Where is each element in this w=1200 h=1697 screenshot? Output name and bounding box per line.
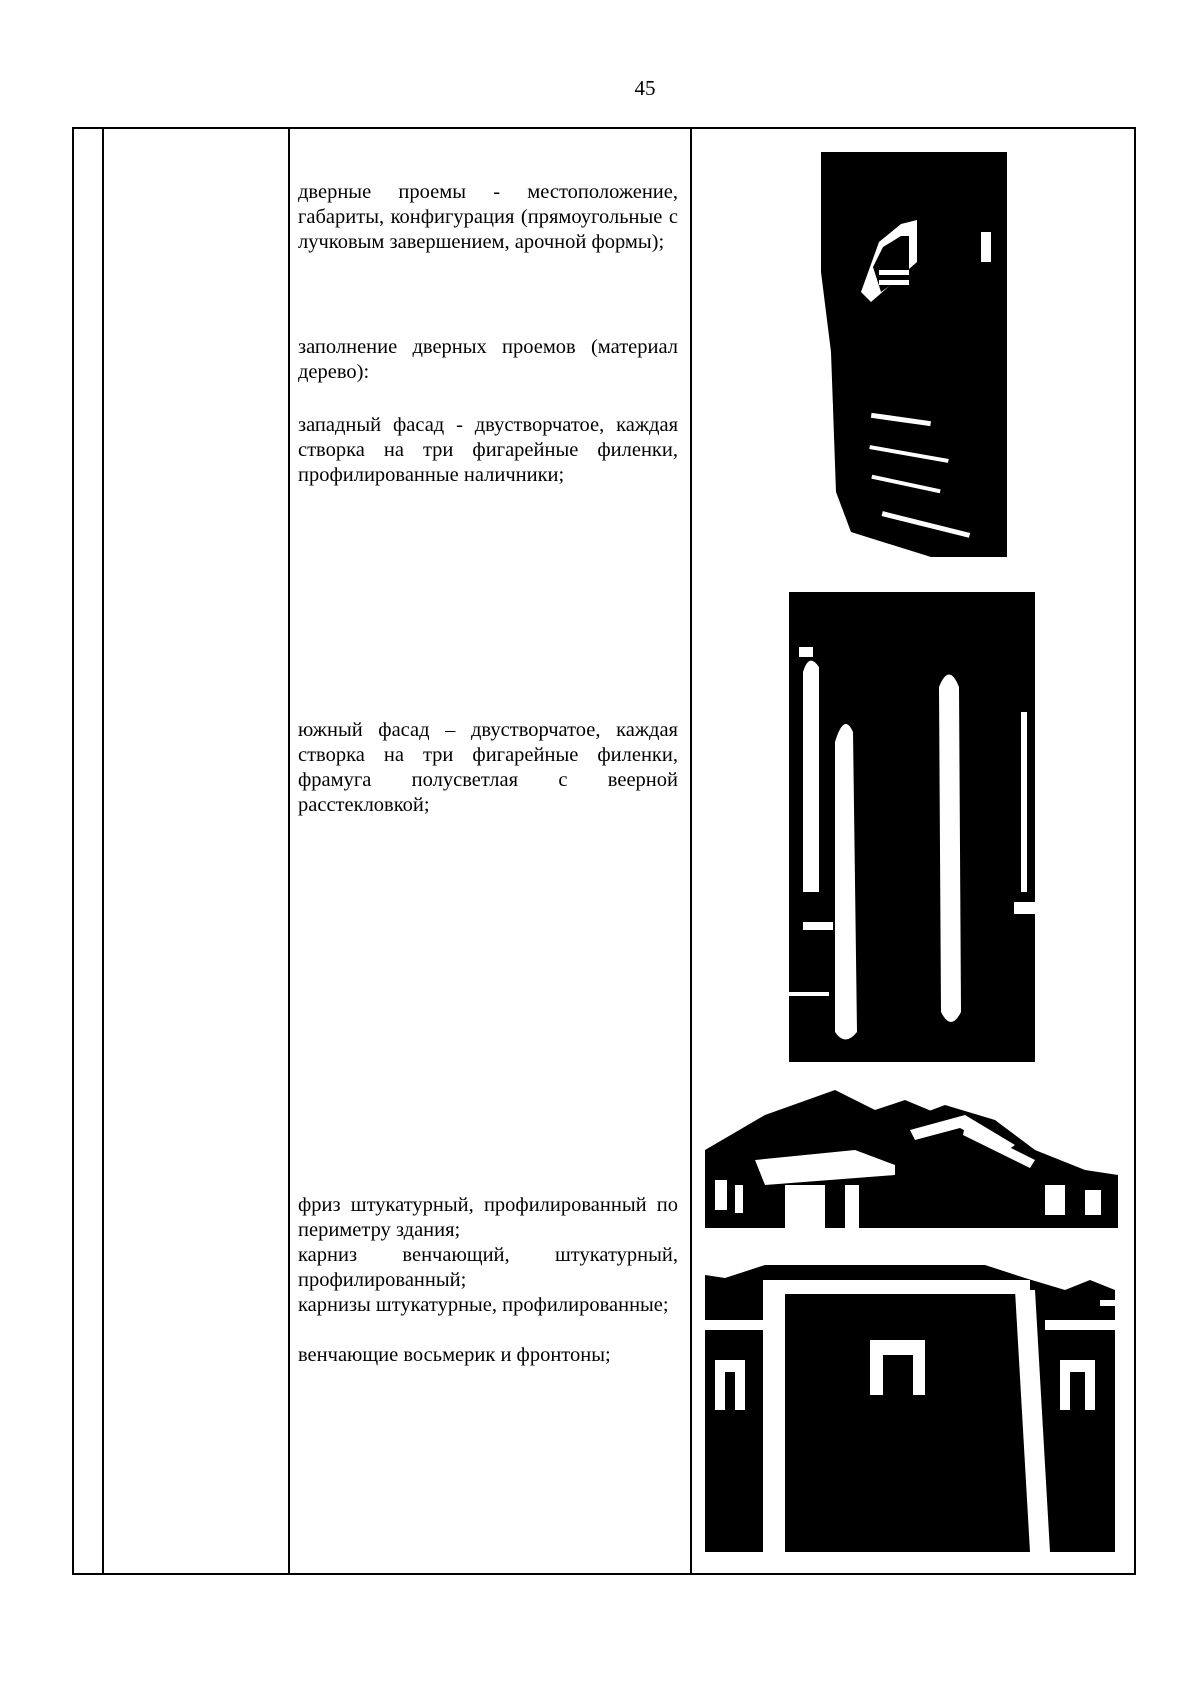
- text-doors-fill: заполнение дверных проемов (материал дерево):: [298, 336, 678, 383]
- west-facade-door-photo: [821, 152, 1007, 564]
- text-frieze: фриз штукатурный, профилированный по периметру здания;: [298, 1194, 678, 1241]
- text-cornice-crowning: карниз венчающий, штукатурный, профилированный;: [298, 1244, 678, 1291]
- text-doors-openings: дверные проемы - местоположение, габариты, конфигурация (прямоугольные с лучковым завершением, арочной формы);: [298, 181, 678, 253]
- text-south-facade: южный фасад – двустворчатое, каждая створка на три фигарейные филенки, фрамуга полусветлая с веерной расстекловкой;: [298, 719, 678, 816]
- octagon-pediment-photo: [705, 1260, 1115, 1552]
- column-divider-1: [102, 129, 104, 1573]
- cornice-roof-photo: [705, 1090, 1118, 1228]
- south-facade-door-photo: [789, 592, 1035, 1062]
- column-divider-2: [288, 129, 290, 1573]
- text-west-facade: западный фасад - двустворчатое, каждая створка на три фигарейные филенки, профилированные наличники;: [298, 414, 678, 486]
- column-divider-3: [690, 129, 692, 1573]
- page-number: 45: [634, 76, 656, 100]
- text-octagon: венчающие восьмерик и фронтоны;: [298, 1344, 611, 1366]
- text-cornices: карнизы штукатурные, профилированные;: [298, 1294, 669, 1316]
